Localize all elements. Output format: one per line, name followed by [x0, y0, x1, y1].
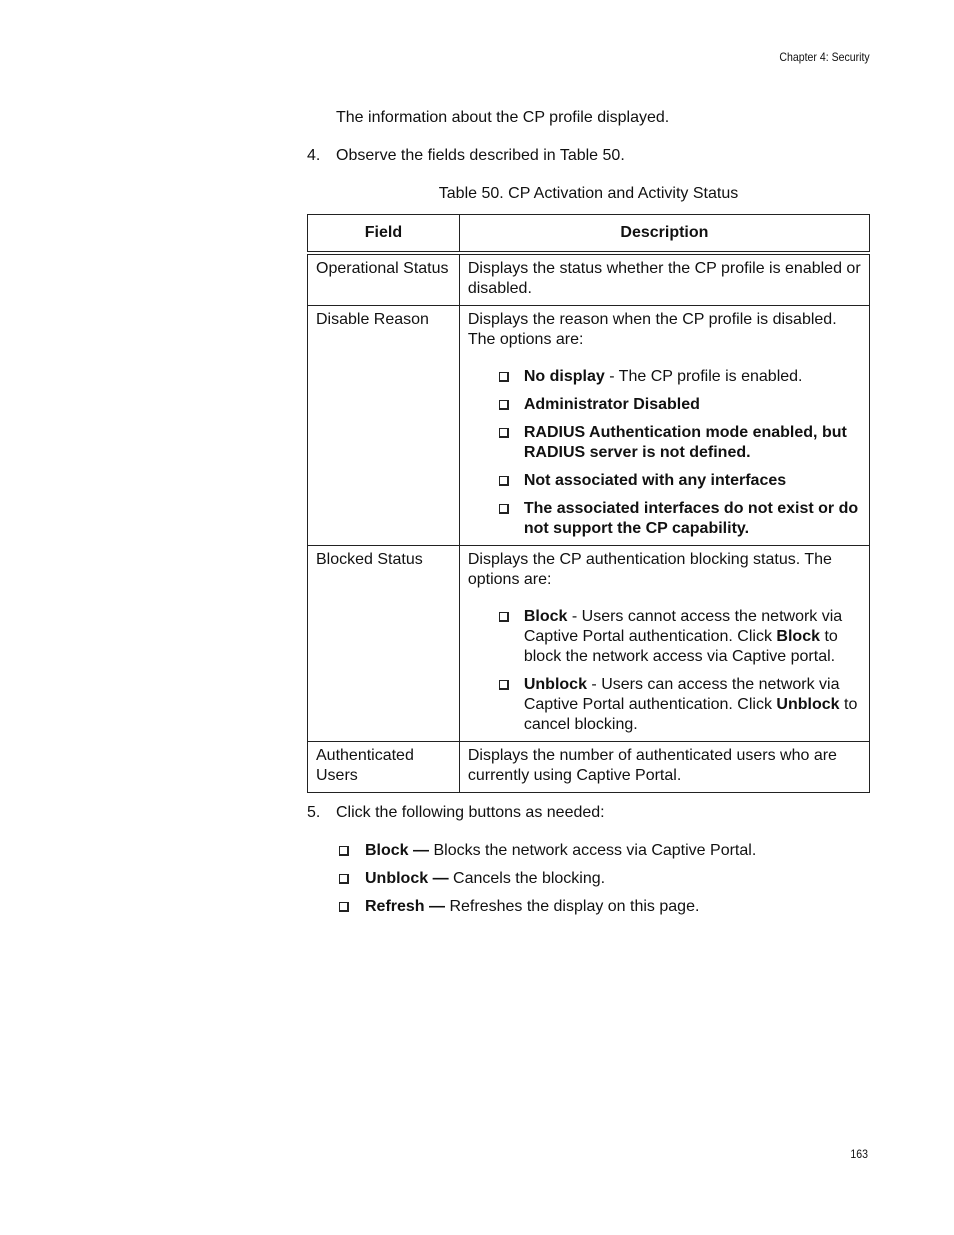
status-table [307, 214, 870, 793]
field-cell: Authenticated Users [308, 742, 460, 793]
list-item [496, 499, 861, 539]
button-name: Unblock — [365, 870, 449, 887]
button-description: Cancels the blocking. [448, 870, 606, 887]
field-cell: Disable Reason [308, 306, 460, 546]
option-name-inline: Unblock [776, 696, 840, 713]
document-body [307, 108, 870, 925]
square-bullet-icon [339, 874, 349, 884]
page-number: 163 [850, 1147, 868, 1161]
square-bullet-icon [499, 428, 509, 438]
table-header-row [308, 215, 870, 254]
list-item [496, 607, 861, 667]
description-cell: Displays the status whether the CP profile is enabled or disabled. [459, 253, 869, 306]
option-text: - Users can access the network via Captive Portal authentication. Click [523, 676, 840, 713]
list-item [336, 897, 870, 917]
option-name: The associated interfaces do not exist or do not support the CP capability. [523, 500, 859, 537]
square-bullet-icon [499, 504, 509, 514]
option-text: to cancel blocking. [523, 696, 858, 733]
table-row [308, 742, 870, 793]
square-bullet-icon [339, 846, 349, 856]
table-row [308, 546, 870, 742]
description-text: Displays the CP authentication blocking status. The options are: [467, 551, 832, 588]
description-cell: Displays the number of authenticated users who are currently using Captive Portal. [459, 742, 869, 793]
button-name: Block — [365, 842, 430, 859]
option-text: to block the network access via Captive portal. [523, 628, 838, 665]
table-caption: Table 50. CP Activation and Activity Status [438, 185, 739, 202]
option-text: - The CP profile is enabled. [604, 368, 803, 385]
square-bullet-icon [339, 902, 349, 912]
step-number: 4. [307, 147, 321, 164]
step-4 [307, 146, 870, 166]
step-text: Observe the fields described in Table 50. [336, 147, 625, 164]
column-header-description: Description [459, 215, 869, 254]
square-bullet-icon [499, 400, 509, 410]
column-header-field: Field [308, 215, 460, 254]
field-cell: Operational Status [308, 253, 460, 306]
option-name: Administrator Disabled [523, 396, 700, 413]
list-item [336, 841, 870, 861]
option-name: No display [523, 368, 605, 385]
option-name-inline: Block [776, 628, 820, 645]
description-cell [459, 546, 869, 742]
options-list [468, 607, 861, 735]
button-name: Refresh — [365, 898, 446, 915]
step-text: Click the following buttons as needed: [336, 804, 605, 821]
step-5 [307, 803, 870, 823]
button-description: Refreshes the display on this page. [445, 898, 700, 915]
description-text: Displays the reason when the CP profile is disabled. The options are: [467, 311, 837, 348]
list-item [496, 367, 861, 387]
table-row [308, 306, 870, 546]
option-text: - Users cannot access the network via Captive Portal authentication. Click [523, 608, 843, 645]
list-item [336, 869, 870, 889]
option-name: RADIUS Authentication mode enabled, but RADIUS server is not defined. [523, 424, 847, 461]
square-bullet-icon [499, 680, 509, 690]
field-cell: Blocked Status [308, 546, 460, 742]
button-description: Blocks the network access via Captive Portal. [429, 842, 757, 859]
square-bullet-icon [499, 476, 509, 486]
square-bullet-icon [499, 612, 509, 622]
button-descriptions-list [336, 841, 870, 917]
table-row [308, 253, 870, 306]
description-cell [459, 306, 869, 546]
list-item [496, 395, 861, 415]
options-list [468, 367, 861, 539]
list-item [496, 471, 861, 491]
list-item [496, 423, 861, 463]
square-bullet-icon [499, 372, 509, 382]
step-number: 5. [307, 804, 321, 821]
intro-paragraph: The information about the CP profile displayed. [336, 109, 670, 126]
list-item [496, 675, 861, 735]
option-name: Not associated with any interfaces [523, 472, 787, 489]
option-name: Unblock [523, 676, 587, 693]
chapter-header: Chapter 4: Security [779, 50, 870, 64]
option-name: Block [523, 608, 568, 625]
